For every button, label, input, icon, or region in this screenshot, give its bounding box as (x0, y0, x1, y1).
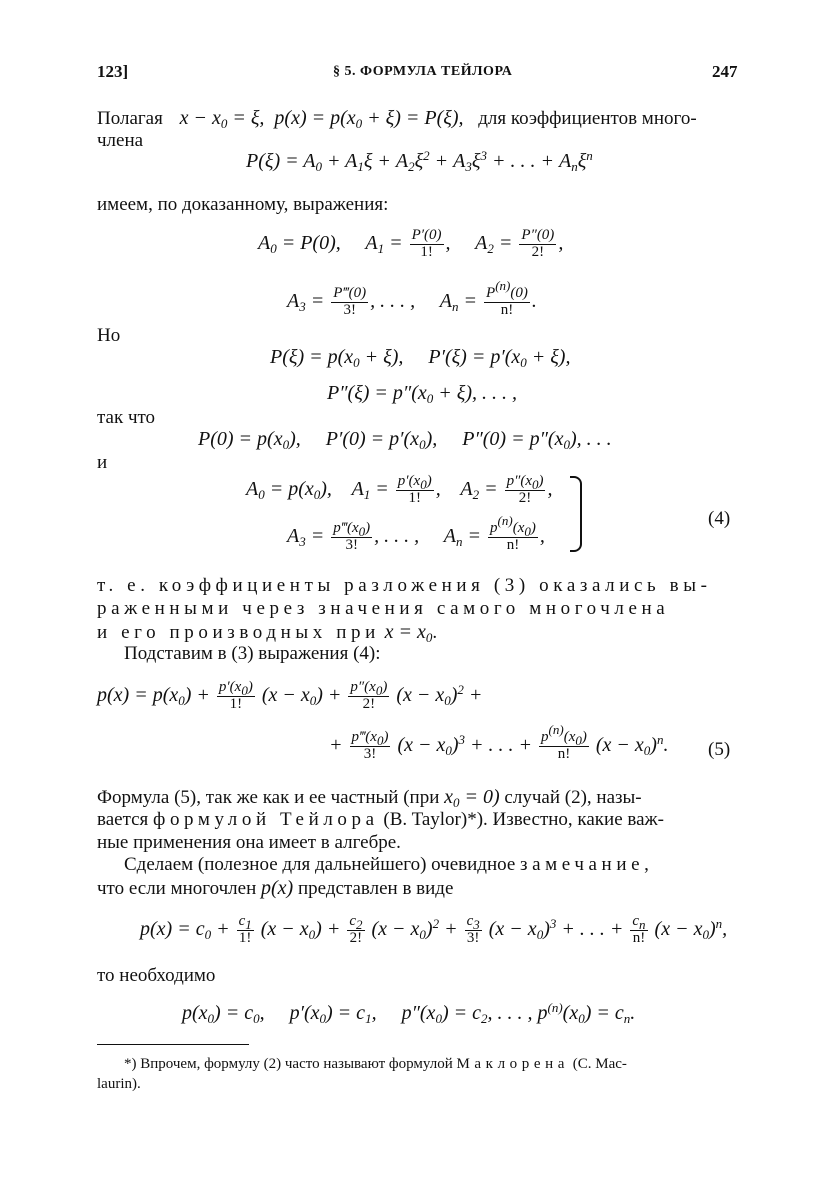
paragraph-line: Сделаем (полезное для дальнейшего) очевидное замечание, (124, 854, 654, 875)
equation-number: (5) (708, 739, 731, 760)
paragraph-line: имеем, по доказанному, выражения: (97, 194, 389, 215)
paragraph-line: вается формулой Тейлора (B. Taylor)*). Известно, какие важ- (97, 809, 664, 830)
formula-derivatives-1: $P(\xi) = p(x_0 + \xi)$, $P'(\xi) = p'(x_0 + \xi)$, (270, 346, 571, 370)
label-no: Но (97, 325, 121, 346)
formula-expansion-c: $p(x) = c_0$ + $\frac{c_1}{1!}$ $(x - x_0)$ + $\frac{c_2}{2!}$ $(x - x_0)^2$ + $\frac{c_3}{3!}$ $(x - x_0)^3$ + . . . + $\frac{c_n}{n!}$ $(x - x_0)^n$, (140, 913, 728, 946)
formula-4-line-2: $A_3$ = $\frac{p‴(x_0)}{3!}$ , . . . , $A_n$ = $\frac{p^{(n)}(x_0)}{n!}$ , (287, 513, 545, 553)
formula-derivatives-2: $P''(\xi) = p''(x_0 + \xi)$, . . . , (327, 382, 518, 406)
formula-values-at-zero: $P(0) = p(x_0)$, $P'(0) = p'(x_0)$, $P''(0) = p''(x_0)$, . . . (198, 428, 612, 452)
paragraph-line: Формула (5), так же как и ее частный (при $x_0 = 0$) случай (2), назы- (97, 786, 642, 810)
section-number: 123] (97, 62, 129, 81)
label-i: и (97, 452, 108, 473)
footnote-line: *) Впрочем, формулу (2) часто называют формулой Маклорена (C. Mac- (124, 1056, 627, 1072)
paragraph-line: раженными через значения самого многочлена (97, 598, 670, 619)
paragraph-line: Подставим в (3) выражения (4): (124, 643, 381, 664)
paragraph-line: и его производных при $x = x_0$. (97, 621, 438, 645)
formula-coefficients-2: $A_3$ = $\frac{P‴(0)}{3!}$ , . . . , $A_n$ = $\frac{P^{(n)}(0)}{n!}$ . (287, 278, 537, 318)
formula-coefficient-values: $p(x_0) = c_0$, $p'(x_0) = c_1$, $p''(x_0) = c_2$, . . . , $p^{(n)}(x_0) = c_n$. (182, 1000, 636, 1026)
label-tak-chto: так что (97, 407, 156, 428)
formula-5-line-1: $p(x) = p(x_0)$ + $\frac{p'(x_0)}{1!}$ $(x - x_0)$ + $\frac{p''(x_0)}{2!}$ $(x - x_0)^2$ + (97, 679, 483, 712)
formula-polynomial: $P(\xi) = A_0 + A_1\xi + A_2\xi^2 + A_3\xi^3$ + . . . + $A_n\xi^n$ (246, 148, 593, 174)
equation-number: (4) (708, 508, 731, 529)
footnote-line: laurin). (97, 1076, 141, 1092)
formula-5-line-2: + $\frac{p‴(x_0)}{3!}$ $(x - x_0)^3$ + . . . + $\frac{p^{(n)}(x_0)}{n!}$ $(x - x_0)^n$. (329, 722, 669, 762)
paragraph-line: что если многочлен p(x) представлен в виде (97, 877, 454, 899)
formula-4-line-1: $A_0 = p(x_0)$, $A_1$ = $\frac{p'(x_0)}{1!}$ , $A_2$ = $\frac{p''(x_0)}{2!}$ , (246, 473, 553, 506)
formula-coefficients-1: $A_0 = P(0)$, $A_1$ = $\frac{P'(0)}{1!}$ , $A_2$ = $\frac{P''(0)}{2!}$ , (258, 227, 564, 260)
paragraph-line: Полагая $x - x_0 = \xi$, $p(x) = p(x_0 + \xi) = P(\xi)$, для коэффициентов много- (97, 107, 697, 131)
footnote-rule (97, 1044, 249, 1045)
running-head: § 5. ФОРМУЛА ТЕЙЛОРА (333, 64, 513, 79)
paragraph-line: т. е. коэффициенты разложения (3) оказались вы- (97, 575, 712, 596)
paragraph-line: члена (97, 130, 144, 151)
right-brace (570, 476, 582, 552)
paragraph-line: ные применения она имеет в алгебре. (97, 832, 401, 853)
paragraph-line: то необходимо (97, 965, 216, 986)
page-number: 247 (712, 62, 738, 81)
